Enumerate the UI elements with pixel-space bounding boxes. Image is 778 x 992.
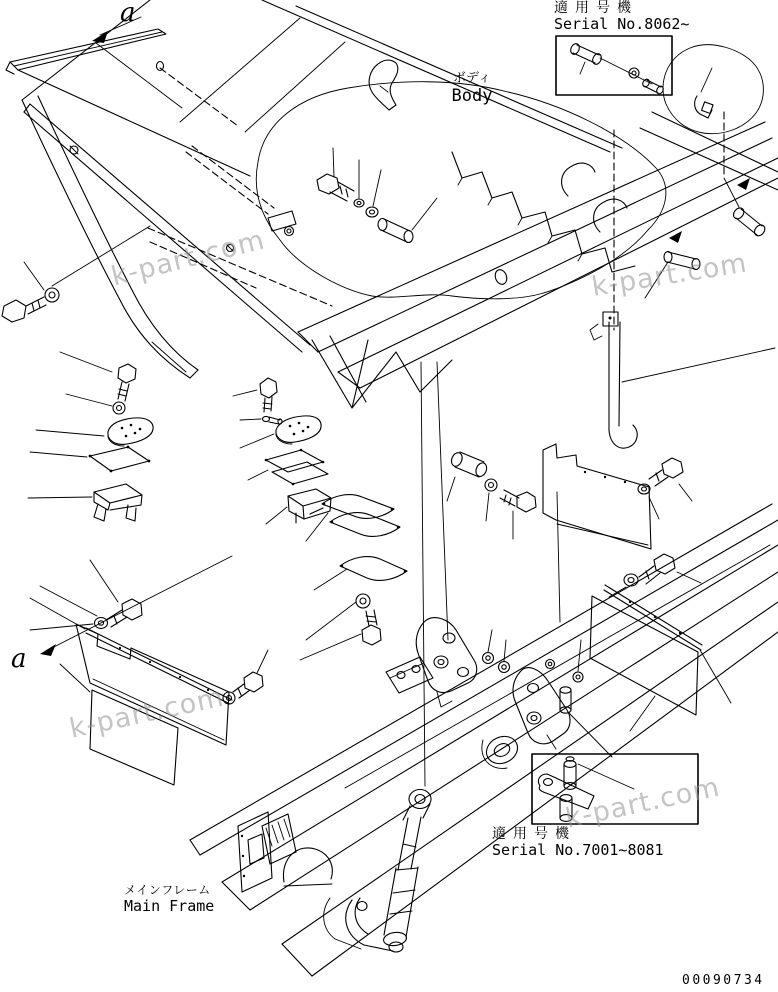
section-arrow-side <box>40 556 232 656</box>
watermark: k-part.com <box>562 771 723 835</box>
section-marker-a-top: a <box>120 0 136 28</box>
body-label <box>440 72 504 106</box>
serial-top-jp: 適用号機 <box>554 0 638 16</box>
lower-left-panels <box>30 598 268 785</box>
section-arrow-top <box>92 17 182 108</box>
main-frame-label <box>124 884 214 915</box>
detail-balloon <box>663 45 767 238</box>
main-frame-label-en: Main Frame <box>124 896 215 915</box>
serial-callout-box-8062 <box>556 36 672 95</box>
serial-range-top-label <box>554 0 689 33</box>
left-mount-parts <box>28 352 153 630</box>
body-label-jp: ボディ <box>453 71 491 86</box>
body-label-en: Body <box>451 85 493 106</box>
serial-bottom-jp: 適用号機 <box>492 826 576 842</box>
section-marker-a-side: a <box>11 644 27 674</box>
serial-bottom-en: Serial No.7001~8081 <box>492 841 664 860</box>
watermark: k-part.com <box>66 681 227 745</box>
serial-top-en: Serial No.8062~ <box>554 15 690 34</box>
watermark: k-part.com <box>108 224 269 293</box>
body-floor-assembly <box>2 0 778 408</box>
main-frame-structure <box>190 504 778 976</box>
hook-rod <box>590 312 775 448</box>
main-frame-label-jp: メインフレーム <box>124 883 211 897</box>
drawing-number: 00090734 <box>682 973 765 988</box>
watermark: k-part.com <box>589 247 750 303</box>
